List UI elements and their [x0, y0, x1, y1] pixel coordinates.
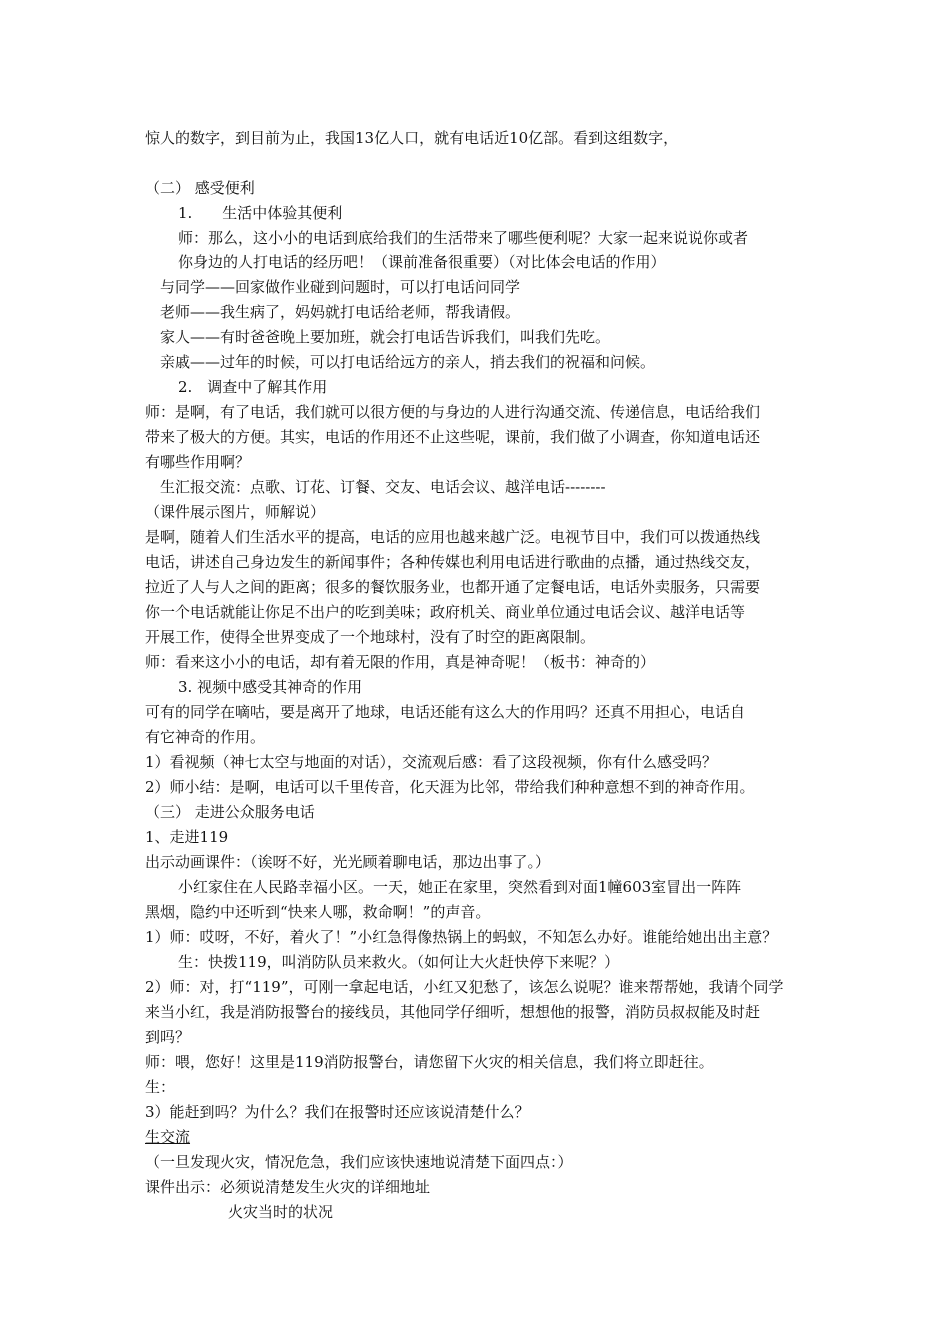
text-line: 来当小红，我是消防报警台的接线员，其他同学仔细听，想想他的报警，消防员叔叔能及时赶: [145, 1003, 761, 1021]
text-line: 家人——有时爸爸晚上要加班，就会打电话告诉我们，叫我们先吃。: [160, 328, 611, 346]
text-line: 亲戚——过年的时候，可以打电话给远方的亲人，捎去我们的祝福和问候。: [160, 353, 656, 371]
text-line: 课件出示：必须说清楚发生火灾的详细地址: [145, 1178, 431, 1196]
text-line: 与同学——回家做作业碰到问题时，可以打电话问同学: [160, 278, 521, 296]
section-heading: （二） 感受便利: [145, 179, 255, 197]
text-line: 可有的同学在嘀咕，要是离开了地球，电话还能有这么大的作用吗？还真不用担心，电话自: [145, 703, 746, 721]
text-line: 黑烟，隐约中还听到“快来人哪，救命啊！”的声音。: [145, 903, 491, 921]
text-line: 有它神奇的作用。: [145, 728, 266, 746]
text-line: 是啊，随着人们生活水平的提高，电话的应用也越来越广泛。电视节目中，我们可以拨通热线: [145, 528, 761, 546]
text-line: 出示动画课件：（诶呀不好，光光顾着聊电话，那边出事了。）: [145, 853, 551, 871]
text-line: 师：喂，您好！这里是119消防报警台，请您留下火灾的相关信息，我们将立即赶往。: [145, 1053, 714, 1071]
text-line: 师：是啊，有了电话，我们就可以很方便的与身边的人进行沟通交流、传递信息，电话给我们: [145, 403, 761, 421]
text-line: 电话，讲述自己身边发生的新闻事件；各种传媒也利用电话进行歌曲的点播，通过热线交友，: [145, 553, 761, 571]
underlined-label: 生交流: [145, 1128, 191, 1146]
text-line: 2）师：对，打“119”，可刚一拿起电话，小红又犯愁了，该怎么说呢？谁来帮帮她，我请个同学: [145, 978, 784, 996]
text-line: 师：那么，这小小的电话到底给我们的生活带来了哪些便利呢？大家一起来说说你或者: [178, 229, 749, 247]
text-line: 到吗？: [145, 1028, 191, 1046]
text-line: （一旦发现火灾，情况危急，我们应该快速地说清楚下面四点：）: [145, 1153, 573, 1171]
text-line: 1）看视频（神七太空与地面的对话），交流观后感：看了这段视频，你有什么感受吗？: [145, 753, 718, 771]
text-line: 开展工作，使得全世界变成了一个地球村，没有了时空的距离限制。: [145, 628, 596, 646]
text-line: 生：快拨119，叫消防队员来救火。（如何让大火赶快停下来呢？）: [178, 953, 620, 971]
text-line: 3）能赶到吗？为什么？我们在报警时还应该说清楚什么？: [145, 1103, 530, 1121]
text-line: 1）师：哎呀，不好，着火了！”小红急得像热锅上的蚂蚁，不知怎么办好。谁能给她出出主意？: [145, 928, 778, 946]
text-line: 有哪些作用啊？: [145, 453, 251, 471]
text-line: 带来了极大的方便。其实，电话的作用还不止这些呢，课前，我们做了小调查，你知道电话还: [145, 428, 761, 446]
text-line: 生：: [145, 1078, 176, 1096]
text-line: 惊人的数字，到目前为止，我国13亿人口，就有电话近10亿部。看到这组数字，: [145, 129, 679, 147]
text-line: 老师——我生病了，妈妈就打电话给老师，帮我请假。: [160, 303, 521, 321]
text-line: 拉近了人与人之间的距离；很多的餐饮服务业，也都开通了定餐电话，电话外卖服务，只需要: [145, 578, 761, 596]
subsection-heading: 3. 视频中感受其神奇的作用: [178, 678, 363, 696]
section-heading: （三） 走进公众服务电话: [145, 803, 315, 821]
subsection-heading: 2. 调查中了解其作用: [178, 378, 328, 396]
text-line: 你身边的人打电话的经历吧！（课前准备很重要）（对比体会电话的作用）: [178, 253, 666, 271]
text-line: 2）师小结：是啊，电话可以千里传音，化天涯为比邻，带给我们种种意想不到的神奇作用。: [145, 778, 755, 796]
text-line: 生汇报交流：点歌、订花、订餐、交友、电话会议、越洋电话--------: [160, 478, 606, 496]
text-line: 小红家住在人民路幸福小区。一天，她正在家里，突然看到对面1幢603室冒出一阵阵: [178, 878, 742, 896]
text-line: 师：看来这小小的电话，却有着无限的作用，真是神奇呢！（板书：神奇的）: [145, 653, 656, 671]
text-line: （课件展示图片，师解说）: [145, 503, 326, 521]
text-line: 火灾当时的状况: [228, 1203, 334, 1221]
text-line: 1、走进119: [145, 828, 229, 846]
subsection-heading: 1. 生活中体验其便利: [178, 204, 343, 222]
text-line: 你一个电话就能让你足不出户的吃到美味；政府机关、商业单位通过电话会议、越洋电话等: [145, 603, 746, 621]
